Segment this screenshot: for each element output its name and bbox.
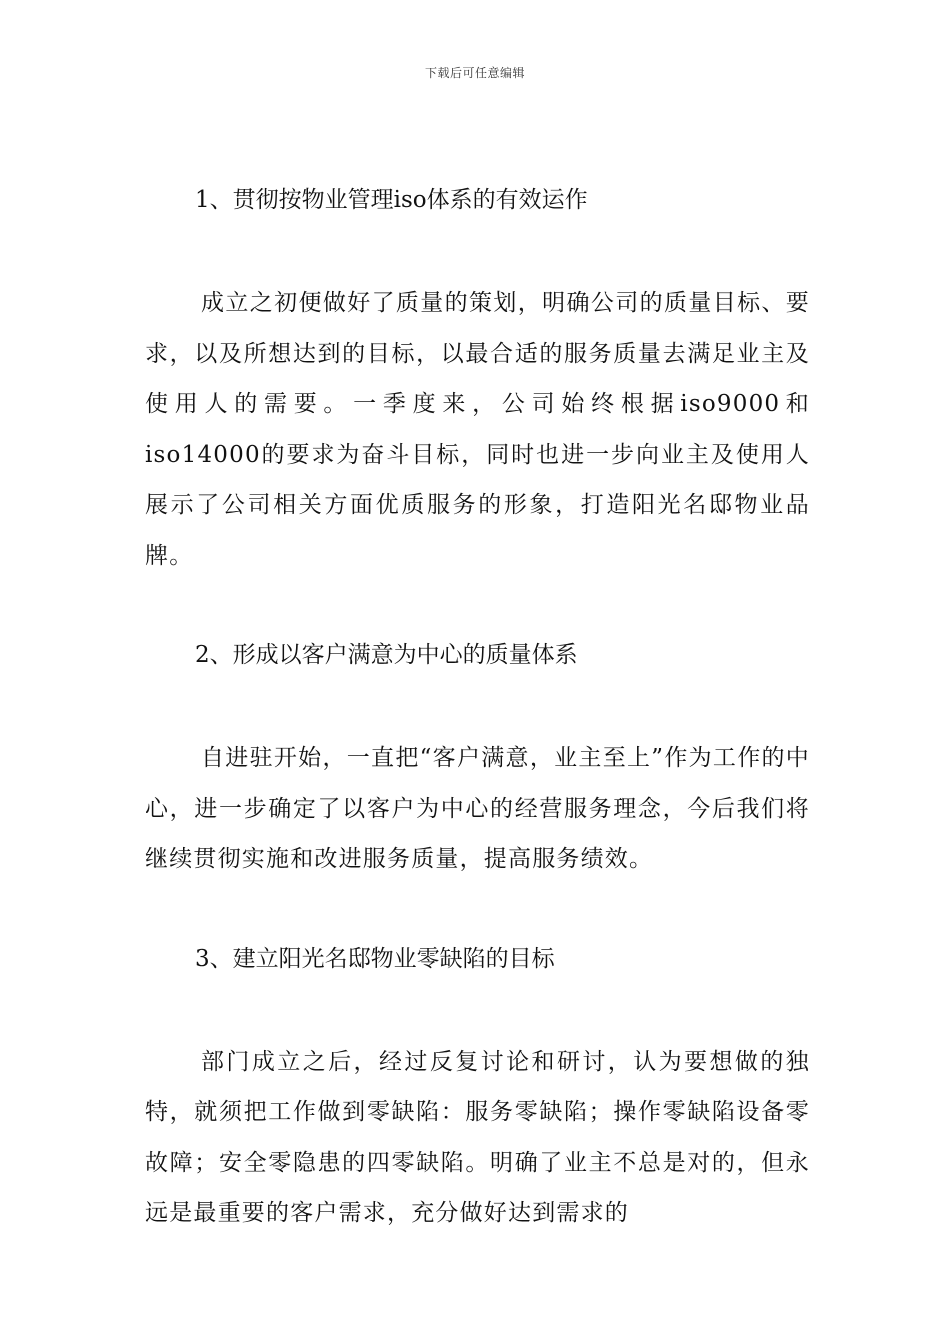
section-1-heading: 1、贯彻按物业管理iso体系的有效运作 bbox=[195, 187, 588, 213]
section-2-paragraph: 自进驻开始，一直把“客户满意，业主至上”作为工作的中心，进一步确定了以客户为中心的经营服务理念，今后我们将继续贯彻实施和改进服务质量，提高服务绩效。 bbox=[145, 745, 810, 872]
section-3-paragraph: 部门成立之后，经过反复讨论和研讨，认为要想做的独特，就须把工作做到零缺陷：服务零缺陷；操作零缺陷设备零故障；安全零隐患的四零缺陷。明确了业主不总是对的，但永远是最重要的客户需求，充分做好达到需求的 bbox=[145, 1048, 810, 1226]
spacer bbox=[145, 885, 810, 935]
spacer bbox=[145, 983, 810, 1037]
section-1-paragraph: 成立之初便做好了质量的策划，明确公司的质量目标、要求，以及所想达到的目标，以最合适的服务质量去满足业主及使用人的需要。一季度来，公司始终根据iso9000和iso14000的要求为奋斗目标，同时也进一步向业主及使用人展示了公司相关方面优质服务的形象，打造阳光名邸物业品牌。 bbox=[145, 290, 810, 569]
page-header: 下载后可任意编辑 bbox=[424, 66, 525, 80]
section-3-heading: 3、建立阳光名邸物业零缺陷的目标 bbox=[195, 945, 555, 972]
document-body bbox=[145, 176, 810, 1239]
spacer bbox=[145, 679, 810, 733]
spacer bbox=[145, 581, 810, 631]
spacer bbox=[145, 224, 810, 278]
section-2-heading: 2、形成以客户满意为中心的质量体系 bbox=[195, 642, 578, 668]
